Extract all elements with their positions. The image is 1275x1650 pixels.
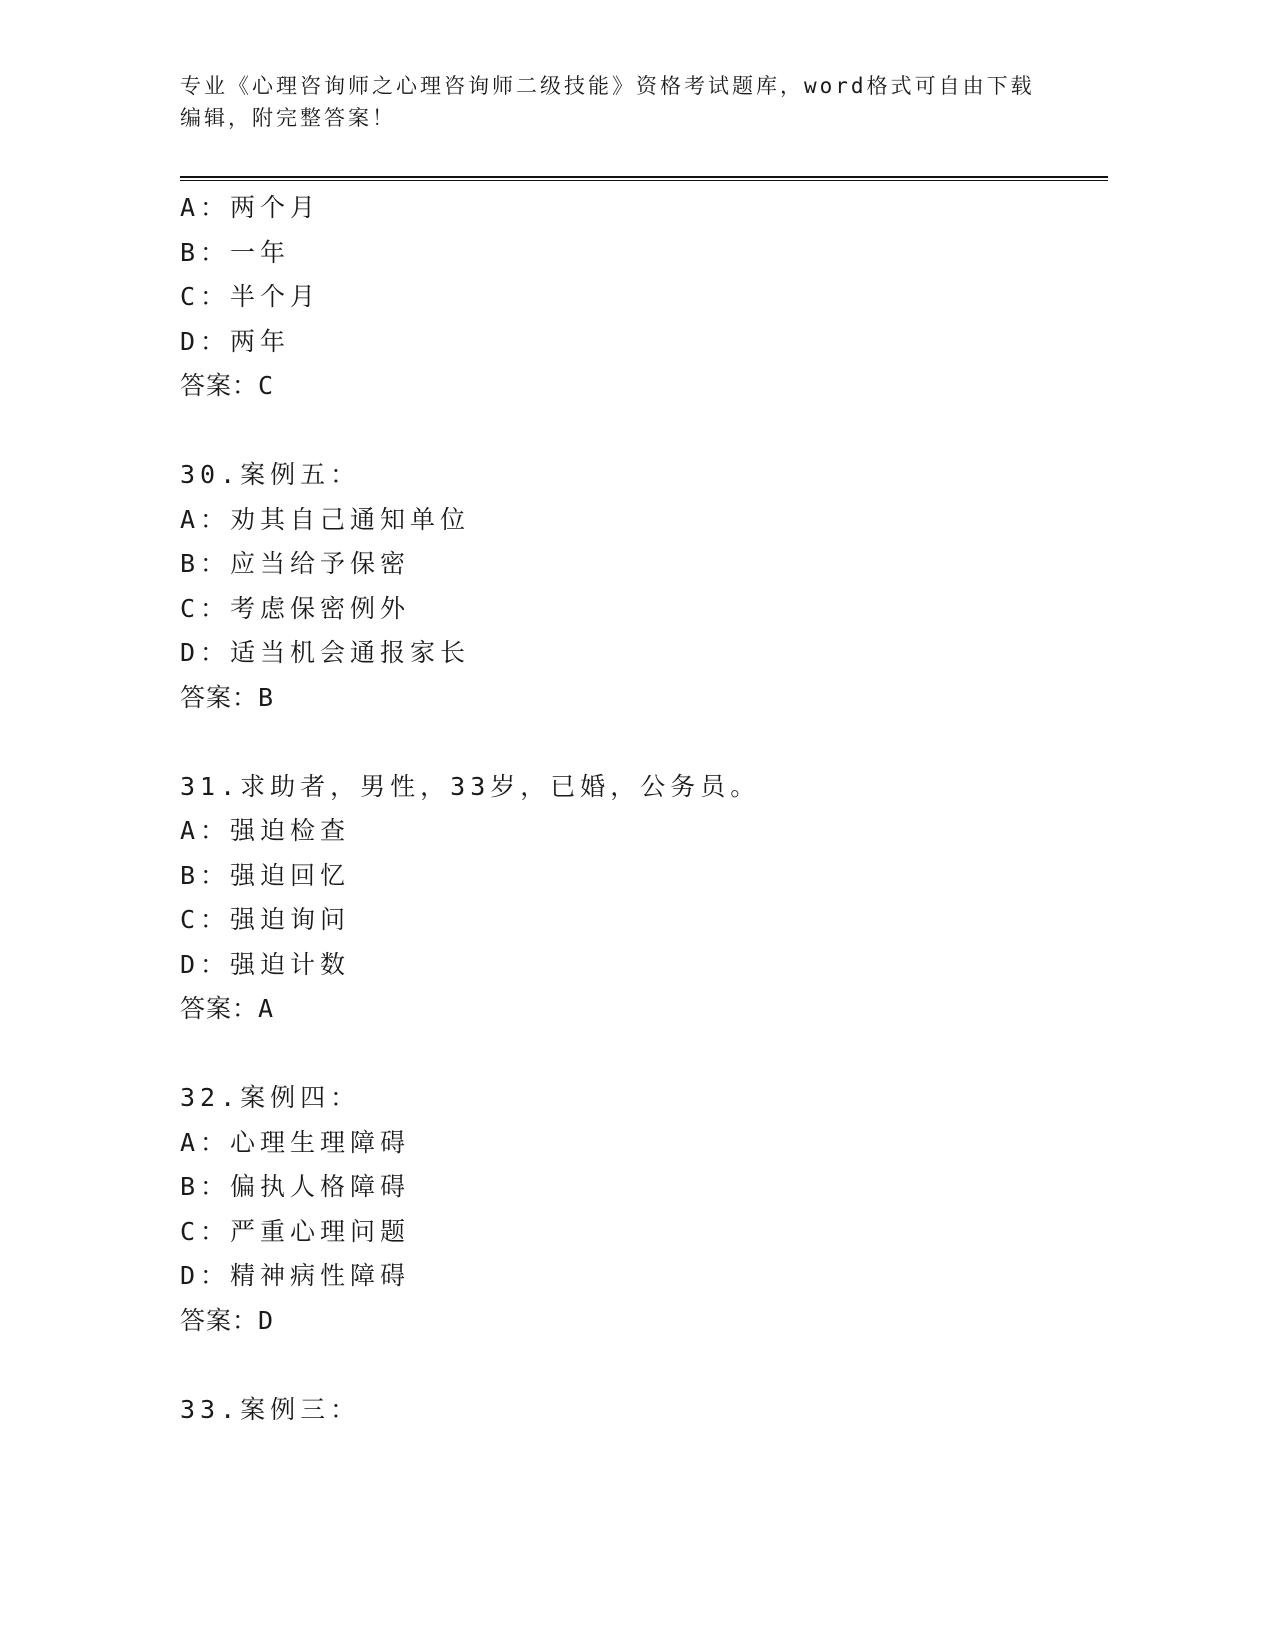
option-b: B：偏执人格障碍 (180, 1172, 411, 1201)
option-c: C：考虑保密例外 (180, 593, 411, 623)
question-title: 32.案例四： (180, 1083, 361, 1112)
option-d: D：两年 (180, 326, 291, 356)
option-c: C：严重心理问题 (180, 1216, 411, 1246)
header-line-2: 编辑，附完整答案！ (180, 106, 396, 130)
answer-line: 答案：C (180, 371, 275, 400)
question-gap (180, 409, 1080, 454)
question-gap (180, 1343, 1080, 1388)
header-line-1: 专业《心理咨询师之心理咨询师二级技能》资格考试题库，word格式可自由下载 (180, 74, 1035, 98)
answer-line: 答案：A (180, 994, 275, 1023)
option-b: B：一年 (180, 237, 291, 267)
option-d: D：适当机会通报家长 (180, 638, 471, 667)
question-title: 31.求助者，男性，33岁，已婚，公务员。 (180, 771, 761, 801)
option-a: A：心理生理障碍 (180, 1127, 411, 1157)
option-c: C：强迫询问 (180, 905, 351, 934)
question-gap (180, 1032, 1080, 1077)
question-title: 33.案例三： (180, 1394, 361, 1424)
question-list (180, 186, 1080, 1432)
document-header (180, 70, 1060, 134)
option-b: B：应当给予保密 (180, 549, 411, 578)
option-a: A：两个月 (180, 193, 321, 222)
option-a: A：劝其自己通知单位 (180, 504, 471, 534)
question-title: 30.案例五： (180, 460, 361, 489)
answer-line: 答案：D (180, 1305, 275, 1335)
answer-line: 答案：B (180, 682, 275, 712)
option-d: D：精神病性障碍 (180, 1261, 411, 1290)
header-divider (180, 176, 1108, 181)
option-b: B：强迫回忆 (180, 860, 351, 890)
option-c: C：半个月 (180, 282, 321, 311)
question-gap (180, 720, 1080, 765)
option-a: A：强迫检查 (180, 816, 351, 845)
option-d: D：强迫计数 (180, 949, 351, 979)
